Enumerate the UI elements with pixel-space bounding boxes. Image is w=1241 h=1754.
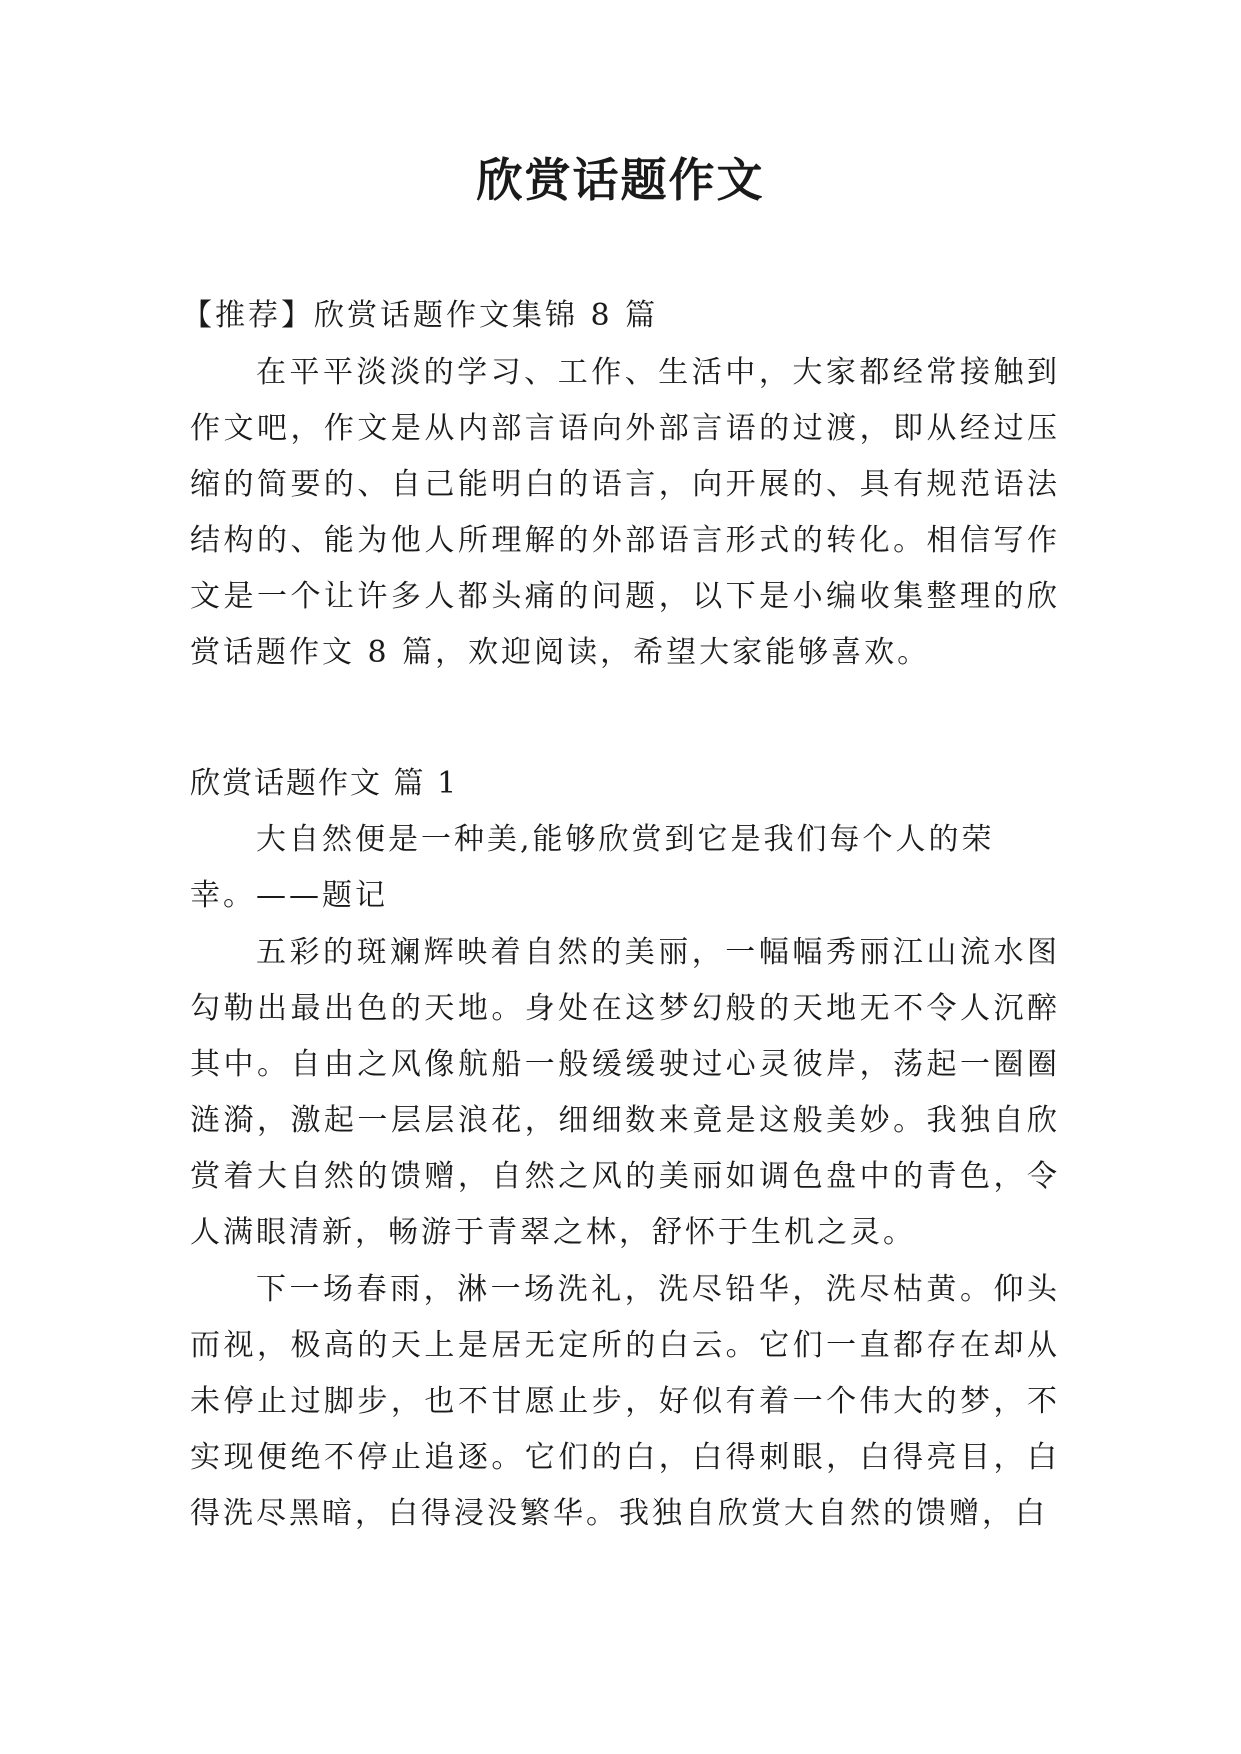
document-subtitle: 【推荐】欣赏话题作文集锦 8 篇 [182,298,659,333]
body-paragraph: 五彩的斑斓辉映着自然的美丽，一幅幅秀丽江山流水图勾勒出最出色的天地。身处在这梦幻般的天地无不令人沉醉其中。自由之风像航船一般缓缓驶过心灵彼岸，荡起一圈圈涟漪，激起一层层浪花，细细数来竟是这般美妙。我独自欣赏着大自然的馈赠，自然之风的美丽如调色盘中的青色，令人满眼清新，畅游于青翠之林，舒怀于生机之灵。 [190,935,1060,1250]
section-heading: 欣赏话题作文 篇 1 [190,766,459,801]
document-title: 欣赏话题作文 [476,153,765,207]
intro-paragraph: 在平平淡淡的学习、工作、生活中，大家都经常接触到作文吧，作文是从内部言语向外部言语的过渡，即从经过压缩的简要的、自己能明白的语言，向开展的、具有规范语法结构的、能为他人所理解的外部语言形式的转化。相信写作文是一个让许多人都头痛的问题，以下是小编收集整理的欣赏话题作文 8 篇，欢迎阅读，希望大家能够喜欢。 [190,355,1060,670]
epigraph-quote: 大自然便是一种美,能够欣赏到它是我们每个人的荣幸。 [190,822,995,913]
body-paragraph: 下一场春雨，淋一场洗礼，洗尽铅华，洗尽枯黄。仰头而视，极高的天上是居无定所的白云。它们一直都存在却从未停止过脚步，也不甘愿止步，好似有着一个伟大的梦，不实现便绝不停止追逐。它们的白，白得刺眼，白得亮目，白得洗尽黑暗，白得浸没繁华。我独自欣赏大自然的馈赠，白 [190,1272,1060,1531]
epigraph-attribution: ——题记 [256,878,388,913]
